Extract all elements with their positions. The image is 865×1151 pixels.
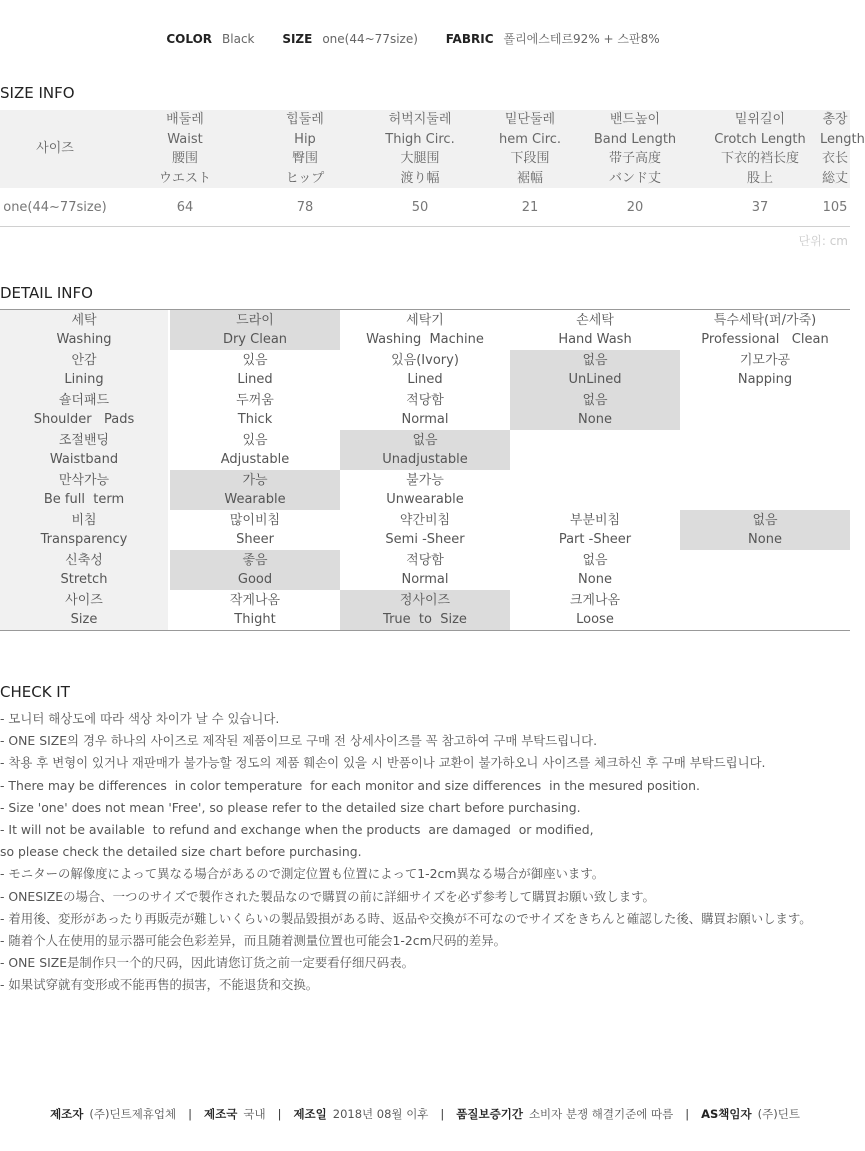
col-zh: 臀围 bbox=[291, 151, 318, 166]
option-ko: 기모가공 bbox=[739, 353, 791, 368]
footer-separator: | bbox=[188, 1107, 193, 1121]
detail-row-label bbox=[0, 510, 168, 550]
detail-row-label bbox=[0, 590, 168, 630]
check-note-line: - ONESIZEの場合、一つのサイズで製作された製品なので購買の前に詳細サイズを必ず参考して購買お願い致します。 bbox=[0, 888, 655, 904]
check-note-line: - ONE SIZE의 경우 하나의 사이즈로 제작된 제품이므로 구매 전 상세사이즈를 꼭 참고하여 구매 부탁드립니다. bbox=[0, 733, 598, 749]
detail-row bbox=[0, 350, 850, 390]
label-en: Be full term bbox=[43, 492, 125, 507]
col-ja: ウエスト bbox=[158, 170, 211, 186]
detail-option-selected bbox=[340, 430, 510, 470]
label-ko: 사이즈 bbox=[65, 593, 103, 608]
footer-separator: | bbox=[685, 1107, 690, 1121]
size-value: 105 bbox=[820, 188, 850, 227]
footer-key: 제조일 bbox=[293, 1107, 327, 1121]
detail-option-selected bbox=[680, 510, 850, 550]
attr-fabric-key: FABRIC bbox=[445, 32, 494, 46]
detail-row-label bbox=[0, 310, 168, 350]
option-ko: 불가능 bbox=[406, 473, 444, 488]
detail-option bbox=[340, 510, 510, 550]
detail-option-selected bbox=[510, 350, 680, 390]
option-ko: 적당함 bbox=[406, 553, 444, 568]
option-ko: 많이비침 bbox=[229, 513, 281, 528]
detail-option bbox=[340, 390, 510, 430]
option-ko: 세탁기 bbox=[406, 313, 444, 328]
detail-row bbox=[0, 310, 850, 350]
check-note-line: - モニターの解像度によって異なる場合があるので測定位置も位置によって1-2cm異なる場合が御座います。 bbox=[0, 866, 605, 882]
check-note-line: - There may be differences in color temperature for each monitor and size differences in the mesured position. bbox=[0, 777, 700, 793]
detail-option bbox=[510, 590, 680, 630]
size-label: one(44~77size) bbox=[0, 188, 110, 227]
check-note-line: - It will not be available to refund and exchange when the products are damaged or modified, bbox=[0, 822, 594, 838]
col-ja: 渡り幅 bbox=[400, 170, 440, 186]
option-en: Sheer bbox=[236, 532, 274, 547]
option-en: Part -Sheer bbox=[558, 532, 632, 547]
col-ja: 総丈 bbox=[821, 170, 848, 186]
option-en: Good bbox=[237, 572, 273, 587]
label-ko: 신축성 bbox=[65, 553, 103, 568]
option-en: Wearable bbox=[224, 492, 286, 507]
col-zh: 下衣的裆长度 bbox=[720, 151, 799, 166]
footer-key: 품질보증기간 bbox=[456, 1107, 523, 1121]
detail-row bbox=[0, 550, 850, 590]
detail-row bbox=[0, 430, 850, 470]
option-en: Thight bbox=[234, 612, 276, 627]
col-en: Thigh Circ. bbox=[385, 131, 455, 147]
size-table-row bbox=[0, 188, 850, 227]
option-en: Semi -Sheer bbox=[385, 532, 465, 547]
option-ko: 없음 bbox=[582, 553, 608, 568]
col-zh: 大腿围 bbox=[400, 151, 440, 166]
option-ko: 약간비침 bbox=[399, 513, 451, 528]
size-value: 78 bbox=[260, 188, 350, 227]
option-ko: 두꺼움 bbox=[236, 393, 274, 408]
option-ko: 가능 bbox=[242, 473, 268, 488]
detail-info-title: DETAIL INFO bbox=[0, 284, 93, 302]
option-ko: 있음(Ivory) bbox=[391, 353, 459, 368]
size-value: 64 bbox=[110, 188, 260, 227]
option-ko: 없음 bbox=[582, 353, 608, 368]
option-ko: 정사이즈 bbox=[399, 593, 451, 608]
col-ko: 배둘레 bbox=[166, 112, 204, 127]
col-en: Length bbox=[820, 131, 865, 147]
check-note-line: - 모니터 해상도에 따라 색상 차이가 날 수 있습니다. bbox=[0, 711, 280, 726]
col-ko: 밑단둘레 bbox=[504, 112, 556, 127]
size-info-title: SIZE INFO bbox=[0, 84, 75, 102]
footer-value: 국내 bbox=[243, 1107, 266, 1121]
attr-color-key: COLOR bbox=[166, 32, 213, 46]
label-en: Stretch bbox=[60, 572, 108, 587]
col-ja: 裾幅 bbox=[516, 170, 543, 186]
attr-fabric-value: 폴리에스테르92% + 스판8% bbox=[503, 32, 660, 46]
product-attributes bbox=[0, 30, 850, 47]
option-en: Dry Clean bbox=[222, 332, 288, 347]
detail-table bbox=[0, 309, 850, 631]
detail-row-label bbox=[0, 470, 168, 510]
option-en: Lined bbox=[237, 372, 273, 387]
option-ko: 드라이 bbox=[236, 313, 274, 328]
detail-row-label bbox=[0, 430, 168, 470]
detail-row bbox=[0, 590, 850, 630]
label-en: Washing bbox=[56, 332, 112, 347]
label-en: Shoulder Pads bbox=[33, 412, 135, 427]
detail-row bbox=[0, 390, 850, 430]
detail-option bbox=[680, 430, 850, 470]
footer-value: (주)딘트 bbox=[757, 1107, 800, 1121]
option-ko: 없음 bbox=[752, 513, 778, 528]
detail-option bbox=[510, 310, 680, 350]
option-en: Unadjustable bbox=[382, 452, 468, 467]
col-ko: 밴드높이 bbox=[609, 112, 661, 127]
label-en: Waistband bbox=[49, 452, 119, 467]
col-zh: 腰围 bbox=[171, 151, 198, 166]
label-ko: 세탁 bbox=[71, 313, 97, 328]
detail-option bbox=[680, 470, 850, 510]
option-en: UnLined bbox=[568, 372, 622, 387]
option-en: Loose bbox=[576, 612, 614, 627]
detail-option bbox=[170, 430, 340, 470]
detail-option-selected bbox=[170, 550, 340, 590]
col-en: Crotch Length bbox=[714, 131, 806, 147]
col-ja: ヒップ bbox=[285, 170, 325, 186]
option-en: Unwearable bbox=[386, 492, 464, 507]
detail-option bbox=[680, 550, 850, 590]
size-value: 37 bbox=[700, 188, 820, 227]
detail-row bbox=[0, 510, 850, 550]
detail-option bbox=[340, 310, 510, 350]
col-ko: 밑위길이 bbox=[734, 112, 786, 127]
option-en: None bbox=[578, 572, 612, 587]
detail-option bbox=[340, 550, 510, 590]
option-en: Lined bbox=[407, 372, 443, 387]
col-ko: 허벅지둘레 bbox=[388, 112, 452, 127]
size-col-crotch bbox=[700, 110, 820, 188]
option-en: Washing Machine bbox=[366, 332, 484, 347]
footer-key: 제조국 bbox=[204, 1107, 238, 1121]
option-en: Napping bbox=[737, 372, 793, 387]
check-it-notes bbox=[0, 708, 850, 997]
option-en: None bbox=[748, 532, 782, 547]
size-row-header: 사이즈 bbox=[0, 110, 110, 188]
option-ko: 없음 bbox=[582, 393, 608, 408]
detail-option bbox=[340, 350, 510, 390]
option-en: Hand Wash bbox=[558, 332, 632, 347]
check-note-line: - ONE SIZE是制作只一个的尺码，因此请您订货之前一定要看仔细尺码表。 bbox=[0, 955, 414, 971]
label-ko: 조절밴딩 bbox=[58, 433, 110, 448]
check-it-title: CHECK IT bbox=[0, 683, 70, 701]
size-col-hip bbox=[260, 110, 350, 188]
col-ko: 총장 bbox=[822, 112, 848, 127]
size-unit-note: 단위: cm bbox=[798, 234, 848, 248]
size-col-thigh bbox=[350, 110, 490, 188]
option-ko: 작게나옴 bbox=[229, 593, 281, 608]
size-value: 50 bbox=[350, 188, 490, 227]
footer-value: (주)딘트제휴업체 bbox=[89, 1107, 177, 1121]
col-en: Waist bbox=[167, 131, 203, 147]
footer-key: 제조자 bbox=[50, 1107, 84, 1121]
size-value: 20 bbox=[570, 188, 700, 227]
col-en: hem Circ. bbox=[498, 131, 562, 147]
detail-option bbox=[680, 350, 850, 390]
option-en: Adjustable bbox=[220, 452, 290, 467]
option-en: Normal bbox=[401, 412, 449, 427]
detail-option bbox=[510, 470, 680, 510]
detail-option bbox=[510, 430, 680, 470]
size-col-hem bbox=[490, 110, 570, 188]
attr-size-value: one(44~77size) bbox=[322, 32, 418, 46]
footer-value: 소비자 분쟁 해결기준에 따름 bbox=[528, 1107, 674, 1121]
product-info-footer bbox=[0, 1106, 850, 1122]
option-ko: 손세탁 bbox=[576, 313, 614, 328]
detail-option bbox=[170, 350, 340, 390]
label-ko: 만삭가능 bbox=[58, 473, 110, 488]
detail-option bbox=[680, 310, 850, 350]
check-note-line: - Size 'one' does not mean 'Free', so please refer to the detailed size chart before purchasing. bbox=[0, 799, 581, 815]
detail-row-label bbox=[0, 350, 168, 390]
attr-size-key: SIZE bbox=[282, 32, 313, 46]
detail-row-label bbox=[0, 390, 168, 430]
detail-option-selected bbox=[510, 390, 680, 430]
detail-option-selected bbox=[340, 590, 510, 630]
col-zh: 衣长 bbox=[821, 151, 848, 166]
option-en: None bbox=[578, 412, 612, 427]
label-en: Lining bbox=[64, 372, 104, 387]
check-note-line: so please check the detailed size chart before purchasing. bbox=[0, 844, 362, 860]
col-en: Band Length bbox=[593, 131, 677, 147]
option-ko: 크게나옴 bbox=[569, 593, 621, 608]
option-ko: 없음 bbox=[412, 433, 438, 448]
size-table bbox=[0, 110, 865, 227]
label-ko: 안감 bbox=[71, 353, 97, 368]
size-table-header-row bbox=[0, 110, 850, 188]
label-ko: 비침 bbox=[71, 513, 97, 528]
col-ja: バンド丈 bbox=[608, 170, 661, 186]
detail-option-selected bbox=[170, 310, 340, 350]
detail-option bbox=[510, 550, 680, 590]
size-col-waist bbox=[110, 110, 260, 188]
option-ko: 적당함 bbox=[406, 393, 444, 408]
attr-color-value: Black bbox=[222, 32, 255, 46]
detail-option bbox=[680, 590, 850, 630]
option-en: Professional Clean bbox=[701, 332, 829, 347]
detail-option-selected bbox=[170, 470, 340, 510]
detail-option bbox=[170, 510, 340, 550]
col-en: Hip bbox=[294, 131, 316, 147]
detail-option bbox=[170, 390, 340, 430]
col-ko: 힙둘레 bbox=[286, 112, 324, 127]
col-zh: 下段围 bbox=[510, 151, 550, 166]
detail-option bbox=[680, 390, 850, 430]
detail-option bbox=[340, 470, 510, 510]
size-col-length bbox=[820, 110, 865, 188]
check-note-line: - 随着个人在使用的显示器可能会色彩差异，而且随着测量位置也可能会1-2cm尺码的差异。 bbox=[0, 933, 506, 949]
label-en: Size bbox=[70, 612, 98, 627]
detail-option bbox=[170, 590, 340, 630]
detail-option bbox=[510, 510, 680, 550]
footer-key: AS책임자 bbox=[701, 1107, 752, 1121]
label-ko: 숄더패드 bbox=[58, 393, 110, 408]
footer-separator: | bbox=[440, 1107, 445, 1121]
size-value: 21 bbox=[490, 188, 570, 227]
option-ko: 좋음 bbox=[242, 553, 268, 568]
option-ko: 있음 bbox=[242, 433, 268, 448]
option-en: True to Size bbox=[383, 612, 467, 627]
col-ja: 股上 bbox=[746, 170, 773, 186]
check-note-line: - 如果试穿就有变形或不能再售的损害，不能退货和交换。 bbox=[0, 977, 319, 993]
check-note-line: - 着用後、変形があったり再販売が難しいくらいの製品毀損がある時、返品や交換が不可なのでサイズをきちんと確認した後、購買お願いします。 bbox=[0, 910, 812, 926]
option-ko: 있음 bbox=[242, 353, 268, 368]
label-en: Transparency bbox=[40, 532, 128, 547]
detail-row-label bbox=[0, 550, 168, 590]
option-ko: 특수세탁(퍼/가죽) bbox=[713, 313, 817, 328]
detail-row bbox=[0, 470, 850, 510]
option-ko: 부분비침 bbox=[569, 513, 621, 528]
col-zh: 带子高度 bbox=[608, 151, 661, 166]
footer-value: 2018년 08월 이후 bbox=[332, 1107, 429, 1121]
option-en: Normal bbox=[401, 572, 449, 587]
check-note-line: - 착용 후 변형이 있거나 재판매가 불가능할 정도의 제품 훼손이 있을 시 반품이나 교환이 불가하오니 사이즈를 체크하신 후 구매 부탁드립니다. bbox=[0, 755, 766, 771]
footer-separator: | bbox=[277, 1107, 282, 1121]
option-en: Thick bbox=[237, 412, 273, 427]
size-col-band bbox=[570, 110, 700, 188]
